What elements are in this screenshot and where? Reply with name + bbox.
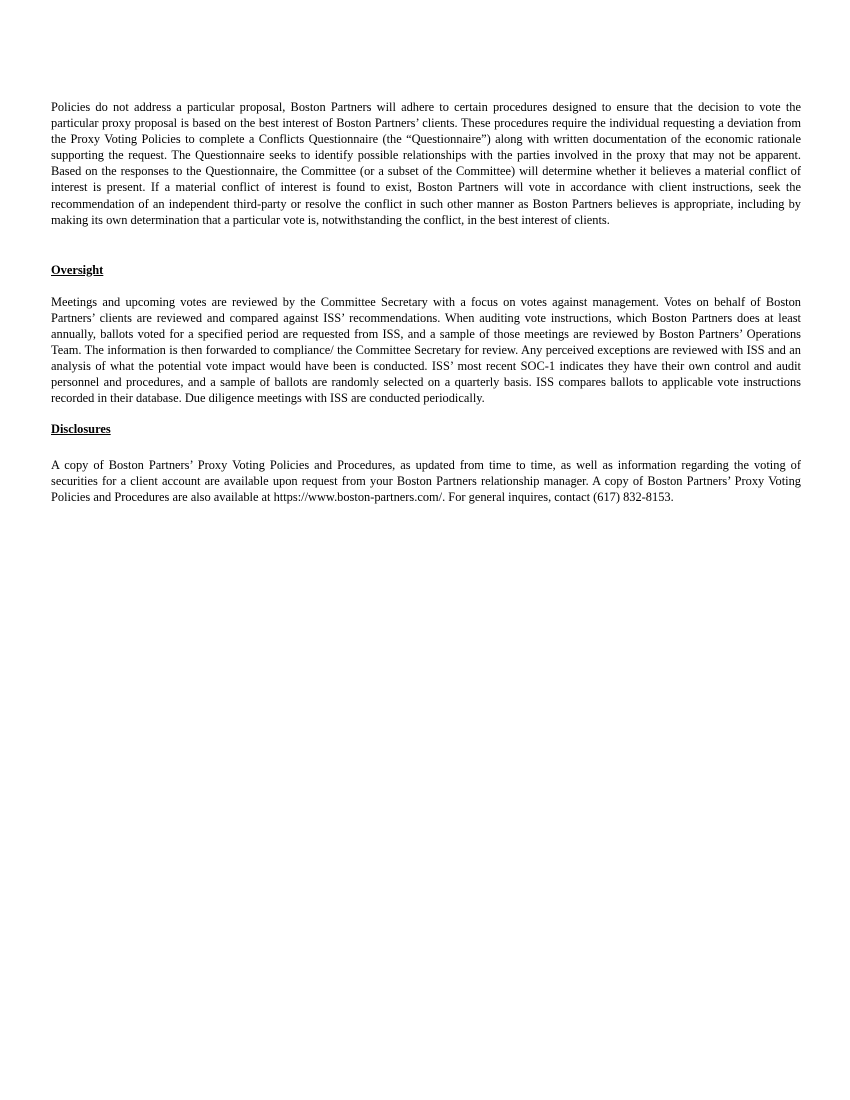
intro-paragraph: Policies do not address a particular proposal, Boston Partners will adhere to certain procedures designed to ensure that the decision to vote the particular proxy proposal is based on the best interest of Boston Partners’ clients. These procedures require the individual requesting a deviation from the Proxy Voting Policies to complete a Conflicts Questionnaire (the “Questionnaire”) along with written documentation of the economic rationale supporting the request. The Questionnaire seeks to identify possible relationships with the parties involved in the proxy that may not be apparent. Based on the responses to the Questionnaire, the Committee (or a subset of the Committee) will determine whether it believes a material conflict of interest is present. If a material conflict of interest is found to exist, Boston Partners will vote in accordance with client instructions, seek the recommendation of an independent third-party or resolve the conflict in such other manner as Boston Partners believes is appropriate, including by making its own determination that a particular vote is, notwithstanding the conflict, in the best interest of clients. bbox=[51, 100, 801, 227]
spacer bbox=[51, 228, 801, 262]
spacer bbox=[51, 437, 801, 457]
disclosures-heading: Disclosures bbox=[51, 421, 111, 436]
document-page bbox=[51, 99, 801, 505]
spacer bbox=[51, 278, 801, 294]
spacer bbox=[51, 407, 801, 421]
oversight-paragraph: Meetings and upcoming votes are reviewed by the Committee Secretary with a focus on votes against management. Votes on behalf of Boston Partners’ clients are reviewed and compared against ISS’ recommendations. When auditing vote instructions, which Boston Partners does at least annually, ballots voted for a specified period are requested from ISS, and a sample of those meetings are reviewed by Boston Partners’ Operations Team. The information is then forwarded to compliance/ the Committee Secretary for review. Any perceived exceptions are reviewed with ISS and an analysis of what the potential vote impact would have been is conducted. ISS’ most recent SOC-1 indicates they have their own control and audit personnel and procedures, and a sample of ballots are randomly selected on a quarterly basis. ISS compares ballots to applicable vote instructions recorded in their database. Due diligence meetings with ISS are conducted periodically. bbox=[51, 294, 801, 406]
disclosures-paragraph: A copy of Boston Partners’ Proxy Voting Policies and Procedures, as updated from time to time, as well as information regarding the voting of securities for a client account are available upon request from your Boston Partners relationship manager. A copy of Boston Partners’ Proxy Voting Policies and Procedures are also available at https://www.boston-partners.com/. For general inquires, contact (617) 832-8153. bbox=[51, 457, 801, 504]
oversight-heading: Oversight bbox=[51, 262, 104, 277]
